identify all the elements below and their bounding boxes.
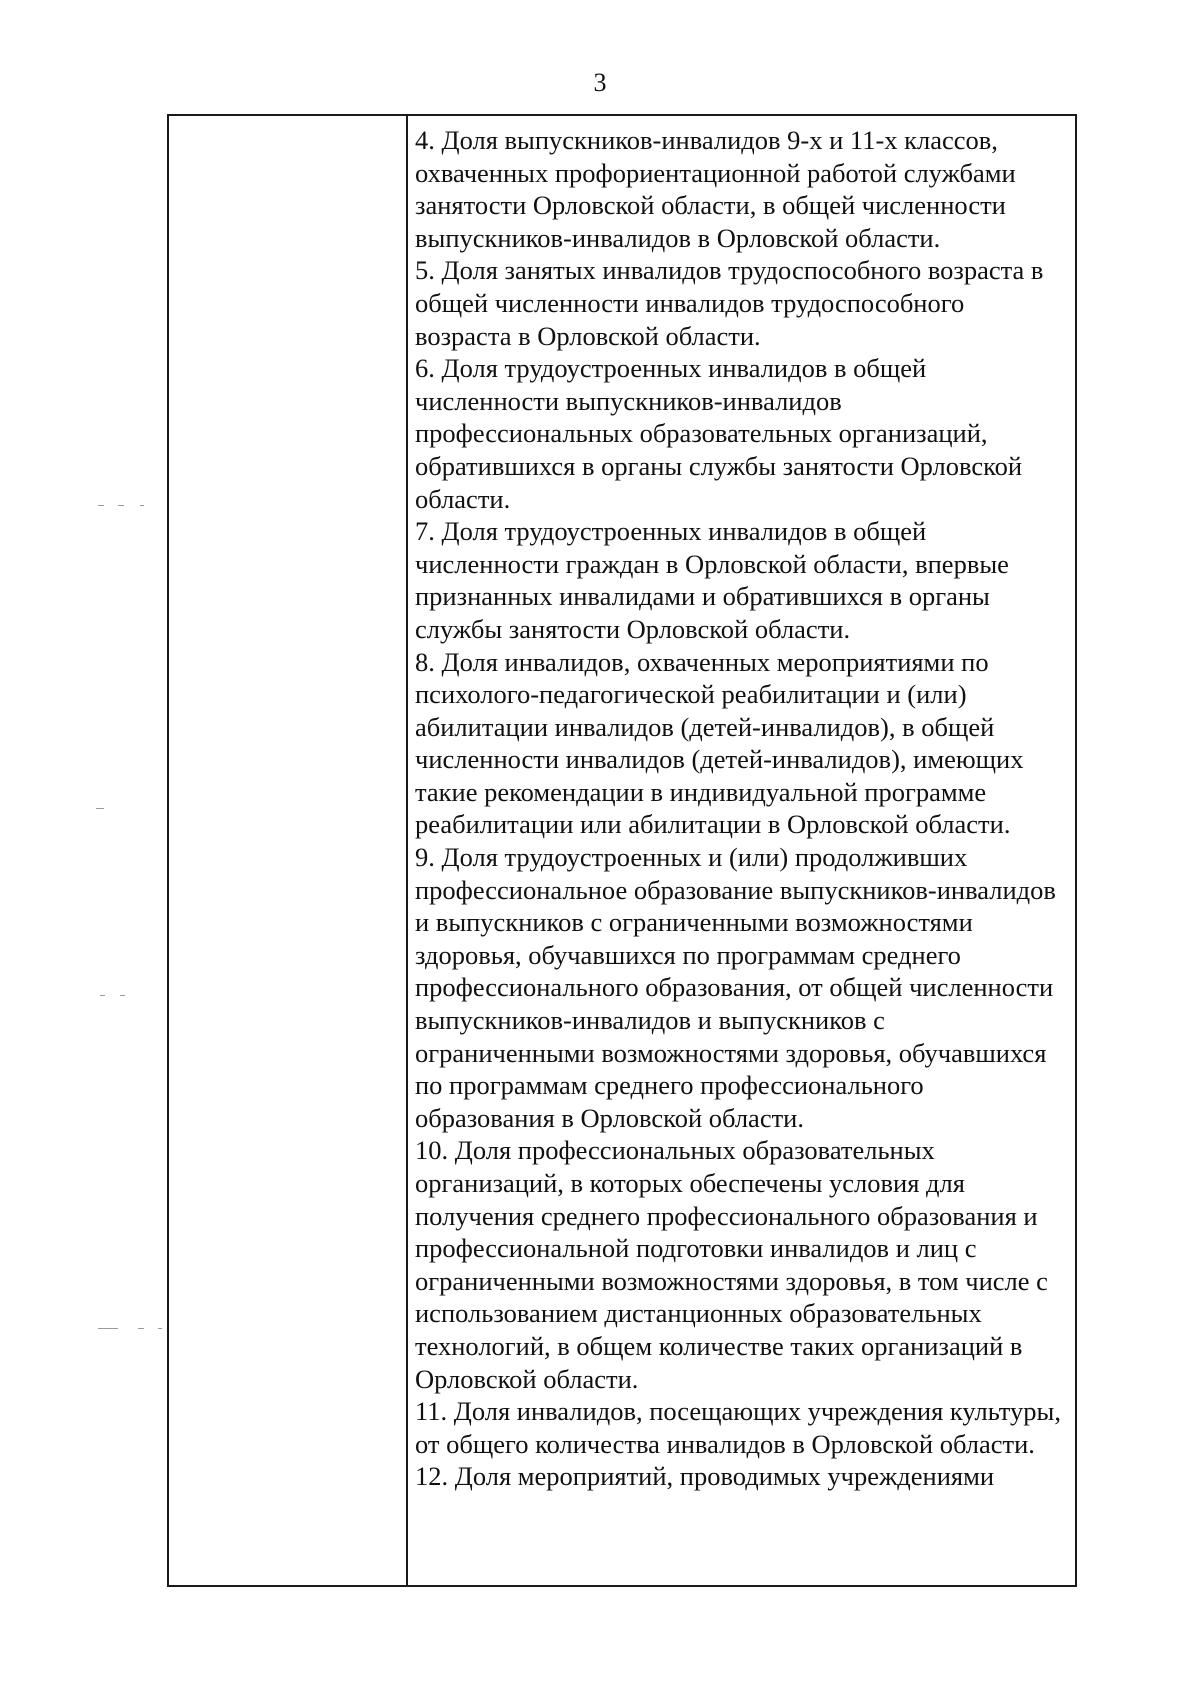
scan-artifact: [140, 505, 144, 506]
page-number: 3: [593, 68, 607, 97]
scan-artifact: [138, 1328, 144, 1329]
indicator-item: 11. Доля инвалидов, посещающих учреждения культуры, от общего количества инвалидов в Орловской области.: [415, 1396, 1061, 1459]
indicator-item: 10. Доля профессиональных образовательных организаций, в которых обеспечены условия для получения среднего профессионального образования и профессиональной подготовки инвалидов и лиц с ограниченными возможностями здоровья, в том числе с использованием дистанционных образовательных технологий, в общем количестве таких организаций в Орловской области.: [415, 1135, 1048, 1394]
scan-artifact: [120, 995, 125, 996]
indicator-item: 5. Доля занятых инвалидов трудоспособного возраста в общей численности инвалидов трудоспособного возраста в Орловской области.: [415, 255, 1044, 351]
scan-artifact: [98, 1328, 118, 1329]
scan-artifact: [118, 505, 124, 506]
scan-artifact: [98, 505, 104, 506]
table-right-cell: [408, 116, 1075, 1585]
indicators-table: [167, 114, 1077, 1587]
indicator-item: 9. Доля трудоустроенных и (или) продолживших профессиональное образование выпускников-инвалидов и выпускников с ограниченными возможностями здоровья, обучавшихся по программам среднего профессионального образования, от общей численности выпускников-инвалидов и выпускников с ограниченными возможностями здоровья, обучавшихся по программам среднего профессионального образования в Орловской области.: [415, 842, 1056, 1133]
indicator-item: 4. Доля выпускников-инвалидов 9-х и 11-х классов, охваченных профориентационной работой службами занятости Орловской области, в общей численности выпускников-инвалидов в Орловской области.: [415, 125, 1016, 253]
scan-artifact: [158, 1328, 162, 1329]
indicator-item: 7. Доля трудоустроенных инвалидов в общей численности граждан в Орловской области, впервые признанных инвалидами и обратившихся в органы службы занятости Орловской области.: [415, 516, 1009, 644]
table-left-cell: [169, 116, 408, 1585]
indicator-item: 6. Доля трудоустроенных инвалидов в общей численности выпускников-инвалидов профессиональных образовательных организаций, обратившихся в органы службы занятости Орловской области.: [415, 353, 1023, 514]
indicator-item: 8. Доля инвалидов, охваченных мероприятиями по психолого-педагогической реабилитации и (или) абилитации инвалидов (детей-инвалидов), в общей численности инвалидов (детей-инвалидов), имеющих такие рекомендации в индивидуальной программе реабилитации или абилитации в Орловской области.: [415, 646, 1024, 840]
scan-artifact: [96, 808, 104, 809]
scan-artifact: [100, 995, 105, 996]
indicator-item: 12. Доля мероприятий, проводимых учреждениями: [415, 1461, 995, 1492]
